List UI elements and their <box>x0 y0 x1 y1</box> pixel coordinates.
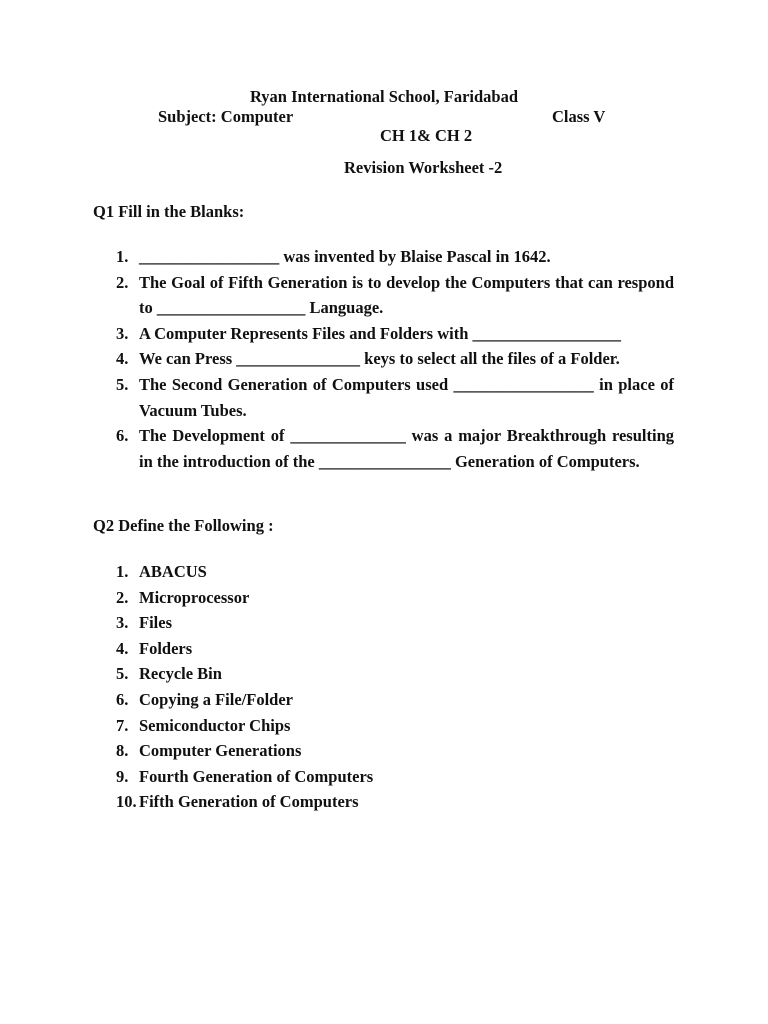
item-text: Fourth Generation of Computers <box>139 766 374 786</box>
item-text: Recycle Bin <box>139 664 222 684</box>
q2-list <box>116 559 674 815</box>
item-number: 10. <box>116 792 137 812</box>
q1-list <box>116 244 674 474</box>
list-item <box>116 764 674 790</box>
list-item <box>116 423 674 474</box>
item-text: Folders <box>139 638 193 658</box>
item-number: 5. <box>116 374 129 394</box>
list-item <box>116 270 674 321</box>
list-item <box>116 661 674 687</box>
q1-heading: Q1 Fill in the Blanks: <box>93 202 245 221</box>
item-text: We can Press _______________ keys to select all the files of a Folder. <box>139 349 620 369</box>
item-number: 2. <box>116 587 129 607</box>
item-number: 4. <box>116 638 129 658</box>
item-text: The Goal of Fifth Generation is to develop the Computers that can respond to __________________ Language. <box>139 272 674 318</box>
list-item <box>116 789 674 815</box>
item-text: Copying a File/Folder <box>139 689 293 709</box>
item-text: _________________ was invented by Blaise Pascal in 1642. <box>139 247 551 266</box>
item-text: Files <box>139 613 172 633</box>
list-item <box>116 585 674 611</box>
list-item <box>116 346 674 372</box>
q2-heading: Q2 Define the Following : <box>93 516 274 535</box>
list-item <box>116 321 674 347</box>
item-text: Semiconductor Chips <box>139 715 291 735</box>
item-text: The Development of ______________ was a major Breakthrough resulting in the introduction of the ________________ Generation of Computers. <box>139 426 674 471</box>
list-item <box>116 610 674 636</box>
subject-label: Subject: Computer <box>158 107 294 126</box>
list-item <box>116 636 674 662</box>
item-text: A Computer Represents Files and Folders with __________________ <box>139 323 622 343</box>
list-item <box>116 687 674 713</box>
item-number: 7. <box>116 715 129 735</box>
school-name: Ryan International School, Faridabad <box>249 87 519 106</box>
list-item <box>116 372 674 423</box>
item-number: 1. <box>116 562 129 581</box>
item-number: 5. <box>116 664 129 684</box>
item-number: 9. <box>116 766 129 786</box>
item-text: ABACUS <box>139 562 207 581</box>
worksheet-title: Revision Worksheet -2 <box>344 158 503 177</box>
item-number: 3. <box>116 323 129 343</box>
item-number: 2. <box>116 272 129 292</box>
list-item <box>116 713 674 739</box>
chapters-label: CH 1& CH 2 <box>380 126 473 145</box>
class-label: Class V <box>552 107 606 126</box>
item-number: 1. <box>116 247 129 266</box>
item-text: Computer Generations <box>139 741 302 761</box>
list-item <box>116 738 674 764</box>
item-number: 3. <box>116 613 129 633</box>
item-number: 8. <box>116 741 129 761</box>
item-text: The Second Generation of Computers used _________________ in place of Vacuum Tubes. <box>139 374 674 420</box>
list-item <box>116 559 674 585</box>
item-number: 6. <box>116 689 129 709</box>
item-text: Fifth Generation of Computers <box>139 792 359 812</box>
item-number: 4. <box>116 349 129 369</box>
item-text: Microprocessor <box>139 587 250 607</box>
item-number: 6. <box>116 426 129 446</box>
list-item <box>116 244 674 270</box>
